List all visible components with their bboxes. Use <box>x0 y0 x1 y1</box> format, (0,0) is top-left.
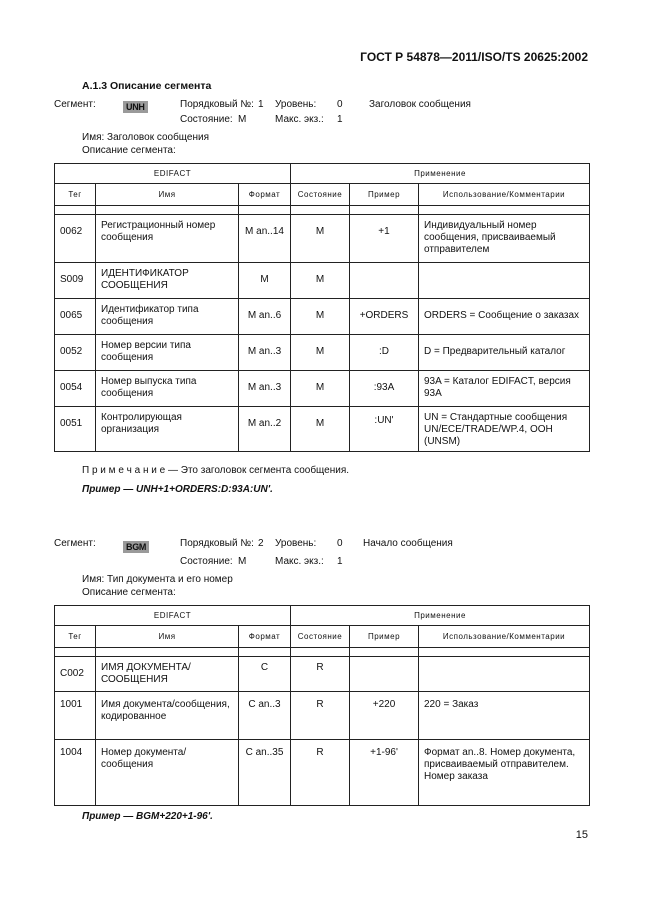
segment-table-bgm: EDIFACT Применение Тег Имя Формат Состояние Пример Использование/Комментарии C002 ИМЯ ДОКУМЕНТА/СООБЩЕНИЯ C R 1001 Имя документа/сообщения, кодированное C an..3 R +220 220 = Заказ 1004 Номер документа/сообщения C an..35 R +1-96' Формат an..8. Номер документа, присваиваемый отправителем. Номер заказа <box>54 605 590 806</box>
table-row: C002 ИМЯ ДОКУМЕНТА/СООБЩЕНИЯ C R <box>55 657 590 692</box>
seq-label: Порядковый №: <box>180 538 254 549</box>
table-row: S009 ИДЕНТИФИКАТОР СООБЩЕНИЯ M M <box>55 263 590 299</box>
seq-label: Порядковый №: <box>180 99 254 110</box>
segment-name: Имя: Заголовок сообщения <box>82 132 210 143</box>
status-value: M <box>238 114 247 125</box>
status-label: Состояние: <box>180 114 233 125</box>
level-label: Уровень: <box>275 538 317 549</box>
seq-value: 2 <box>258 538 264 549</box>
table-row: 0065 Идентификатор типа сообщения M an..6 M +ORDERS ORDERS = Сообщение о заказах <box>55 299 590 335</box>
level-value: 0 <box>337 99 343 110</box>
example-line-unh: Пример — UNH+1+ORDERS:D:93A:UN'. <box>82 484 273 495</box>
level-value: 0 <box>337 538 343 549</box>
max-value: 1 <box>337 114 343 125</box>
table-row: 0051 Контролирующая организация M an..2 M :UN' UN = Стандартные сообщения UN/ECE/TRADE/WP.4, OOH (UNSM) <box>55 407 590 452</box>
segment-desc-label: Описание сегмента: <box>82 587 176 598</box>
status-label: Состояние: <box>180 556 233 567</box>
segment-name: Имя: Тип документа и его номер <box>82 574 233 585</box>
segment-desc-label: Описание сегмента: <box>82 145 176 156</box>
example-line-bgm: Пример — BGM+220+1-96'. <box>82 811 213 822</box>
table-row: 0062 Регистрационный номер сообщения M an..14 M +1 Индивидуальный номер сообщения, присваиваемый отправителем <box>55 215 590 263</box>
segment-tag-bgm: BGM <box>123 541 149 553</box>
segment-label: Сегмент: <box>54 538 96 549</box>
level-label: Уровень: <box>275 99 317 110</box>
table-row: 0052 Номер версии типа сообщения M an..3 M :D D = Предварительный каталог <box>55 335 590 371</box>
table-row: 1001 Имя документа/сообщения, кодированное C an..3 R +220 220 = Заказ <box>55 692 590 740</box>
table-row: 0054 Номер выпуска типа сообщения M an..3 M :93A 93A = Каталог EDIFACT, версия 93A <box>55 371 590 407</box>
note-text: П р и м е ч а н и е — Это заголовок сегмента сообщения. <box>82 465 350 476</box>
segment-table-unh: EDIFACT Применение Тег Имя Формат Состояние Пример Использование/Комментарии 0062 Регистрационный номер сообщения M an..14 M +1 Индивидуальный номер сообщения, присваиваемый отправителем S009 ИДЕНТИФИКАТОР СООБЩЕНИЯ M M 0065 Идентификатор типа сообщения M an..6 M +ORDERS ORDERS = Сообщение о заказах 0052 Номер версии типа сообщения M an..3 M :D D = Предварительный каталог 0054 Номер выпуска типа сообщения M an..3 M :93A 93A = Каталог EDIFACT, версия 93A 0051 Контролирующая организация M an..2 M :UN' UN = Стандартные сообщения UN/ECE/TRADE/WP.4, OOH (UNSM) <box>54 163 590 452</box>
status-value: M <box>238 556 247 567</box>
segment-title: Начало сообщения <box>363 538 453 549</box>
table-row: 1004 Номер документа/сообщения C an..35 R +1-96' Формат an..8. Номер документа, присваиваемый отправителем. Номер заказа <box>55 740 590 806</box>
seq-value: 1 <box>258 99 264 110</box>
segment-label: Сегмент: <box>54 99 96 110</box>
max-label: Макс. экз.: <box>275 556 324 567</box>
max-label: Макс. экз.: <box>275 114 324 125</box>
document-header: ГОСТ Р 54878—2011/ISO/TS 20625:2002 <box>360 50 588 64</box>
segment-title: Заголовок сообщения <box>369 99 471 110</box>
section-title: A.1.3 Описание сегмента <box>82 80 212 92</box>
page-number: 15 <box>575 829 588 841</box>
segment-tag-unh: UNH <box>123 101 148 113</box>
max-value: 1 <box>337 556 343 567</box>
